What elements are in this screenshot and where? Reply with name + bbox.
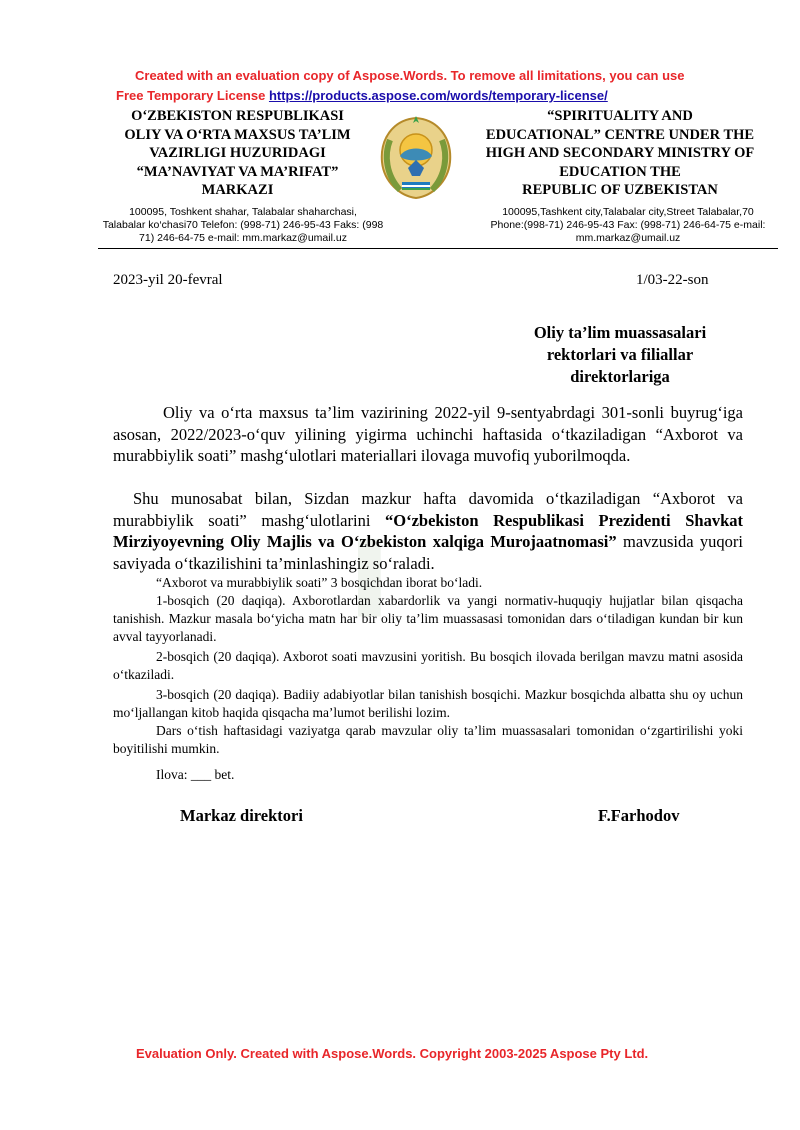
eval-license-link[interactable]: https://products.aspose.com/words/temporary-license/	[268, 88, 608, 103]
document-date: 2023-yil 20-fevral	[113, 272, 223, 288]
address-left-line2: Talabalar ko‘chasi70 Telefon: (998-71) 246-95-43 Faks: (998	[102, 219, 384, 231]
header-left-line5: MARKAZI	[201, 182, 274, 198]
note-paragraph: Dars o‘tish haftasidagi vaziyatga qarab mavzular oliy ta’lim muassasalari tomonidan o‘zgartirilishi yoki boyitilishi mumkin.	[113, 723, 743, 756]
eval-footer: Evaluation Only. Created with Aspose.Words. Copyright 2003-2025 Aspose Pty Ltd.	[136, 1046, 649, 1061]
header-left-line1: O‘ZBEKISTON RESPUBLIKASI	[131, 108, 344, 124]
paragraph-2	[113, 488, 743, 574]
address-right-line3: mm.markaz@umail.uz	[575, 232, 681, 244]
stage-1: 1-bosqich (20 daqiqa). Axborotlardan xabardorlik va yangi normativ-huquqiy hujjatlar bilan qisqacha tanishish. Mazkur masala bo‘yicha matn har bir oliy ta’lim muassasasi tomonidan dars o‘tiladigan kundan bir kun avval tayyorlanadi.	[113, 593, 743, 644]
address-right-line1: 100095,Tashkent city,Talabalar city,Street Talabalar,70	[502, 206, 754, 218]
addressee-line3: direktorlariga	[570, 367, 670, 386]
header-divider	[98, 248, 778, 249]
header-right-line5: REPUBLIC OF UZBEKISTAN	[522, 182, 718, 198]
header-right-line1: “SPIRITUALITY AND	[547, 108, 693, 124]
stage-3: 3-bosqich (20 daqiqa). Badiiy adabiyotlar bilan tanishish bosqichi. Mazkur bosqichda albatta shu oy uchun mo‘ljallangan kitob haqida qisqacha ma’lumot berilishi lozim.	[113, 687, 743, 720]
stages-intro: “Axborot va murabbiylik soati” 3 bosqichdan iborat bo‘ladi.	[156, 575, 483, 590]
addressee-line2: rektorlari va filiallar	[546, 345, 694, 364]
eval-banner-line1: Created with an evaluation copy of Aspose.Words. To remove all limitations, you can use	[135, 68, 685, 83]
paragraph-1: Oliy va o‘rta maxsus ta’lim vazirining 2022-yil 9-sentyabrdagi 301-sonli buyrug‘iga asosan, 2022/2023-o‘quv yilining yigirma uchinchi haftasida o‘tkaziladigan “Axborot va murabbiylik soati” mashg‘ulotlari materiallari ilovaga muvofiq yuborilmoqda.	[113, 403, 743, 465]
header-left-line2: OLIY VA O‘RTA MAXSUS TA’LIM	[124, 126, 351, 143]
header-right	[460, 107, 780, 200]
paragraph-2-text-a: Shu munosabat bilan, Sizdan mazkur hafta davomida o‘tkaziladigan “Axborot va murabbiylik soati” mashg‘ulotlarini	[113, 489, 743, 530]
eval-banner-line2	[116, 88, 608, 103]
addressee	[520, 322, 720, 388]
address-right	[478, 206, 778, 245]
header-left-line3: VAZIRLIGI HUZURIDAGI	[149, 145, 326, 161]
header-right-line3: HIGH AND SECONDARY MINISTRY OF	[485, 145, 755, 161]
header-right-line2: EDUCATIONAL” CENTRE UNDER THE	[485, 126, 755, 143]
address-left-line1: 100095, Toshkent shahar, Talabalar shaharchasi,	[129, 206, 357, 218]
document-number: 1/03-22-son	[636, 272, 709, 288]
watermark-logo: ▌	[358, 539, 408, 611]
address-left-line3: 71) 246-64-75 e-mail: mm.markaz@umail.uz	[139, 232, 347, 244]
eval-license-text: Free Temporary License	[116, 88, 266, 103]
signature-title: Markaz direktori	[180, 806, 303, 825]
header-left-line4: “MA’NAVIYAT VA MA’RIFAT”	[136, 163, 339, 180]
addressee-line1: Oliy ta’lim muassasalari	[533, 323, 707, 342]
address-right-line2: Phone:(998-71) 246-95-43 Fax: (998-71) 246-64-75 e-mail:	[490, 219, 766, 231]
attachment-note: Ilova: ___ bet.	[156, 767, 235, 782]
paragraph-2-topic: “O‘zbekiston Respublikasi Prezidenti Shavkat Mirziyoyevning Oliy Majlis va O‘zbekiston xalqiga Murojaatnomasi”	[113, 510, 743, 551]
paragraph-2-text-b: mavzusida yuqori saviyada o‘tkazilishini ta’minlashingiz so‘raladi.	[113, 532, 743, 573]
address-left	[98, 206, 388, 245]
state-emblem-icon	[372, 110, 460, 202]
header-left	[100, 107, 375, 200]
header-right-line4: EDUCATION THE	[559, 163, 681, 180]
stage-2: 2-bosqich (20 daqiqa). Axborot soati mavzusini yoritish. Bu bosqich ilovada berilgan mavzu matni asosida o‘tkaziladi.	[113, 649, 743, 682]
signature-name: F.Farhodov	[598, 806, 680, 825]
